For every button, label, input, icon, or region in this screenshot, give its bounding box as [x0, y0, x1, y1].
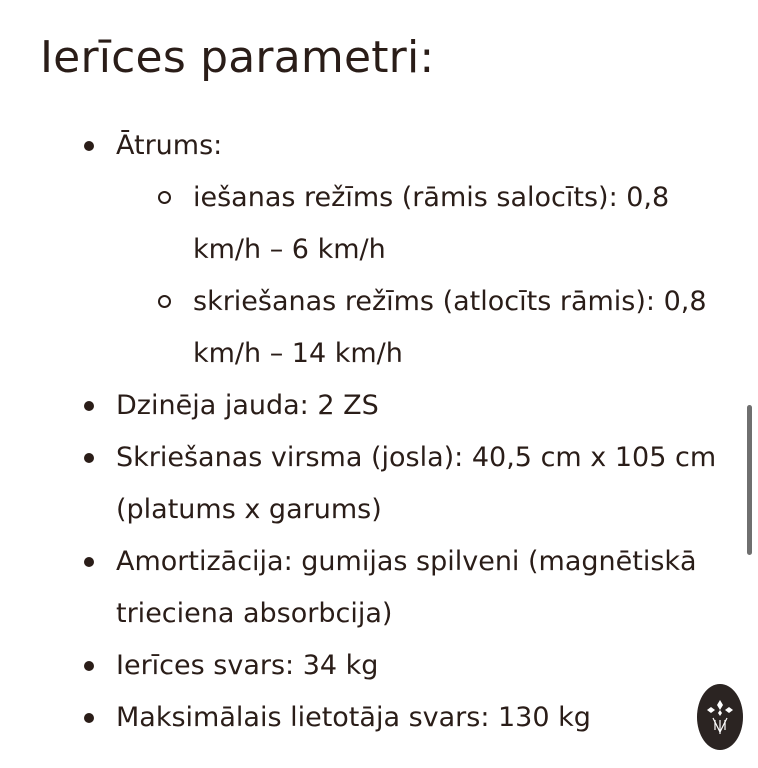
spec-item-motor-power: Dzinēja jauda: 2 ZS: [0, 380, 720, 432]
sub-item-walking-mode: iešanas režīms (rāmis salocīts): 0,8 km/h – 6 km/h: [193, 172, 713, 276]
spec-item-speed: [0, 120, 720, 380]
speed-sub-list: [116, 172, 720, 380]
spec-item-speed-label: Ātrums:: [116, 130, 223, 161]
spec-list: [0, 120, 720, 744]
spec-item-cushioning: Amortizācija: gumijas spilveni (magnētiskā trieciena absorbcija): [0, 536, 720, 640]
spec-item-running-surface: Skriešanas virsma (josla): 40,5 cm x 105 cm (platums x garums): [0, 432, 720, 536]
spec-item-max-user-weight: Maksimālais lietotāja svars: 130 kg: [0, 692, 720, 744]
brand-logo-badge[interactable]: [697, 684, 743, 750]
sub-item-running-mode: skriešanas režīms (atlocīts rāmis): 0,8 km/h – 14 km/h: [193, 276, 713, 380]
spec-item-device-weight: Ierīces svars: 34 kg: [0, 640, 720, 692]
brand-logo-icon: [705, 694, 735, 740]
scrollbar[interactable]: [747, 405, 752, 555]
page-title: Ierīces parametri:: [40, 32, 435, 83]
